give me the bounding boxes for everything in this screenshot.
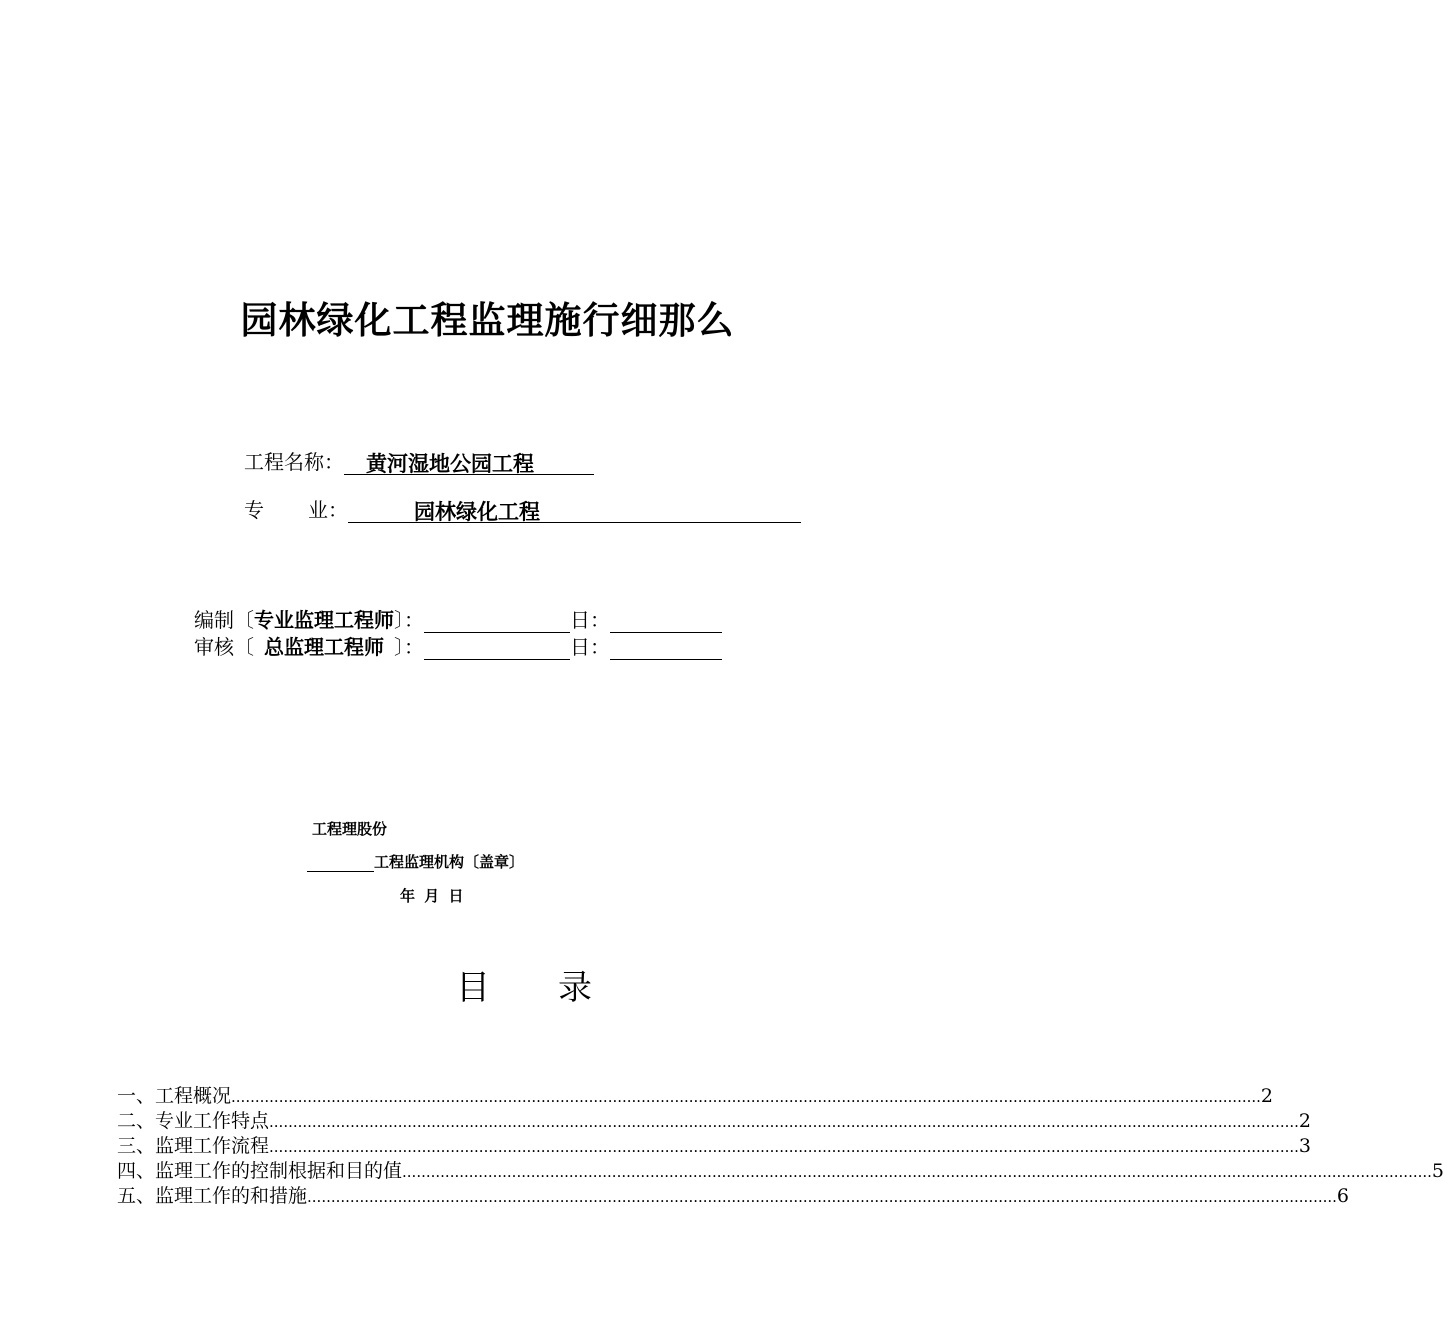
compile-row <box>194 604 722 633</box>
compile-suffix: 〕： <box>394 608 424 632</box>
toc-entry-page: 3 <box>1298 1135 1312 1157</box>
toc-leader-dots: ........................................................................................................................................................................................................................ <box>307 1188 1337 1206</box>
review-date-label: 日： <box>570 635 610 659</box>
agency-label: 工程监理机构〔盖章〕 <box>374 853 525 871</box>
toc-entry-page: 2 <box>1298 1110 1312 1132</box>
toc-entry-label: 四、监理工作的控制根据和目的值 <box>117 1160 403 1182</box>
toc-leader-dots: ........................................................................................................................................................................................................................ <box>402 1163 1432 1181</box>
toc-leader-dots: ........................................................................................................................................................................................................................ <box>231 1088 1261 1106</box>
toc-entry-page: 6 <box>1336 1185 1350 1207</box>
toc-entry-label: 一、工程概况 <box>117 1085 232 1107</box>
toc-title-char-1: 目 <box>456 968 490 1008</box>
toc-entry[interactable] <box>117 1181 1350 1207</box>
project-name-value: 黄河湿地公园工程 <box>366 452 534 476</box>
compile-date-label: 日： <box>570 608 610 632</box>
major-row <box>244 494 801 523</box>
compile-role: 专业监理工程师 <box>254 608 394 632</box>
toc-entry[interactable] <box>117 1081 1274 1107</box>
table-of-contents <box>117 1081 1444 1207</box>
review-row <box>194 631 722 660</box>
org-date: 年 月 日 <box>400 887 464 905</box>
major-label-part1: 专 <box>244 498 264 522</box>
toc-entry-page: 2 <box>1260 1085 1274 1107</box>
toc-title-char-2: 录 <box>558 968 592 1008</box>
project-name-label: 工程名称： <box>244 450 344 474</box>
toc-entry-label: 二、专业工作特点 <box>117 1110 270 1132</box>
toc-entry[interactable] <box>117 1131 1312 1157</box>
toc-entry[interactable] <box>117 1106 1312 1132</box>
compile-date-blank[interactable] <box>610 610 722 633</box>
major-value: 园林绿化工程 <box>414 500 540 524</box>
project-name-field <box>344 448 594 475</box>
review-suffix: 〕： <box>394 635 424 659</box>
project-name-row <box>244 446 594 475</box>
document-title: 园林绿化工程监理施行细那么 <box>240 299 735 342</box>
agency-row <box>307 851 524 872</box>
company-name: 工程理股份 <box>312 820 388 838</box>
agency-blank[interactable] <box>307 854 374 872</box>
review-signature-blank[interactable] <box>424 637 570 660</box>
toc-entry[interactable] <box>117 1156 1444 1182</box>
toc-leader-dots: ........................................................................................................................................................................................................................ <box>269 1138 1299 1156</box>
review-prefix: 审核〔 <box>194 635 254 659</box>
toc-entry-page: 5 <box>1431 1160 1444 1182</box>
toc-entry-label: 三、监理工作流程 <box>117 1135 270 1157</box>
compile-signature-blank[interactable] <box>424 610 570 633</box>
review-date-blank[interactable] <box>610 637 722 660</box>
toc-leader-dots: ........................................................................................................................................................................................................................ <box>269 1113 1299 1131</box>
compile-prefix: 编制〔 <box>194 608 254 632</box>
major-label-part2: 业： <box>308 498 348 522</box>
major-field <box>348 496 801 523</box>
toc-entry-label: 五、监理工作的和措施 <box>117 1185 308 1207</box>
review-role: 总监理工程师 <box>264 635 384 659</box>
